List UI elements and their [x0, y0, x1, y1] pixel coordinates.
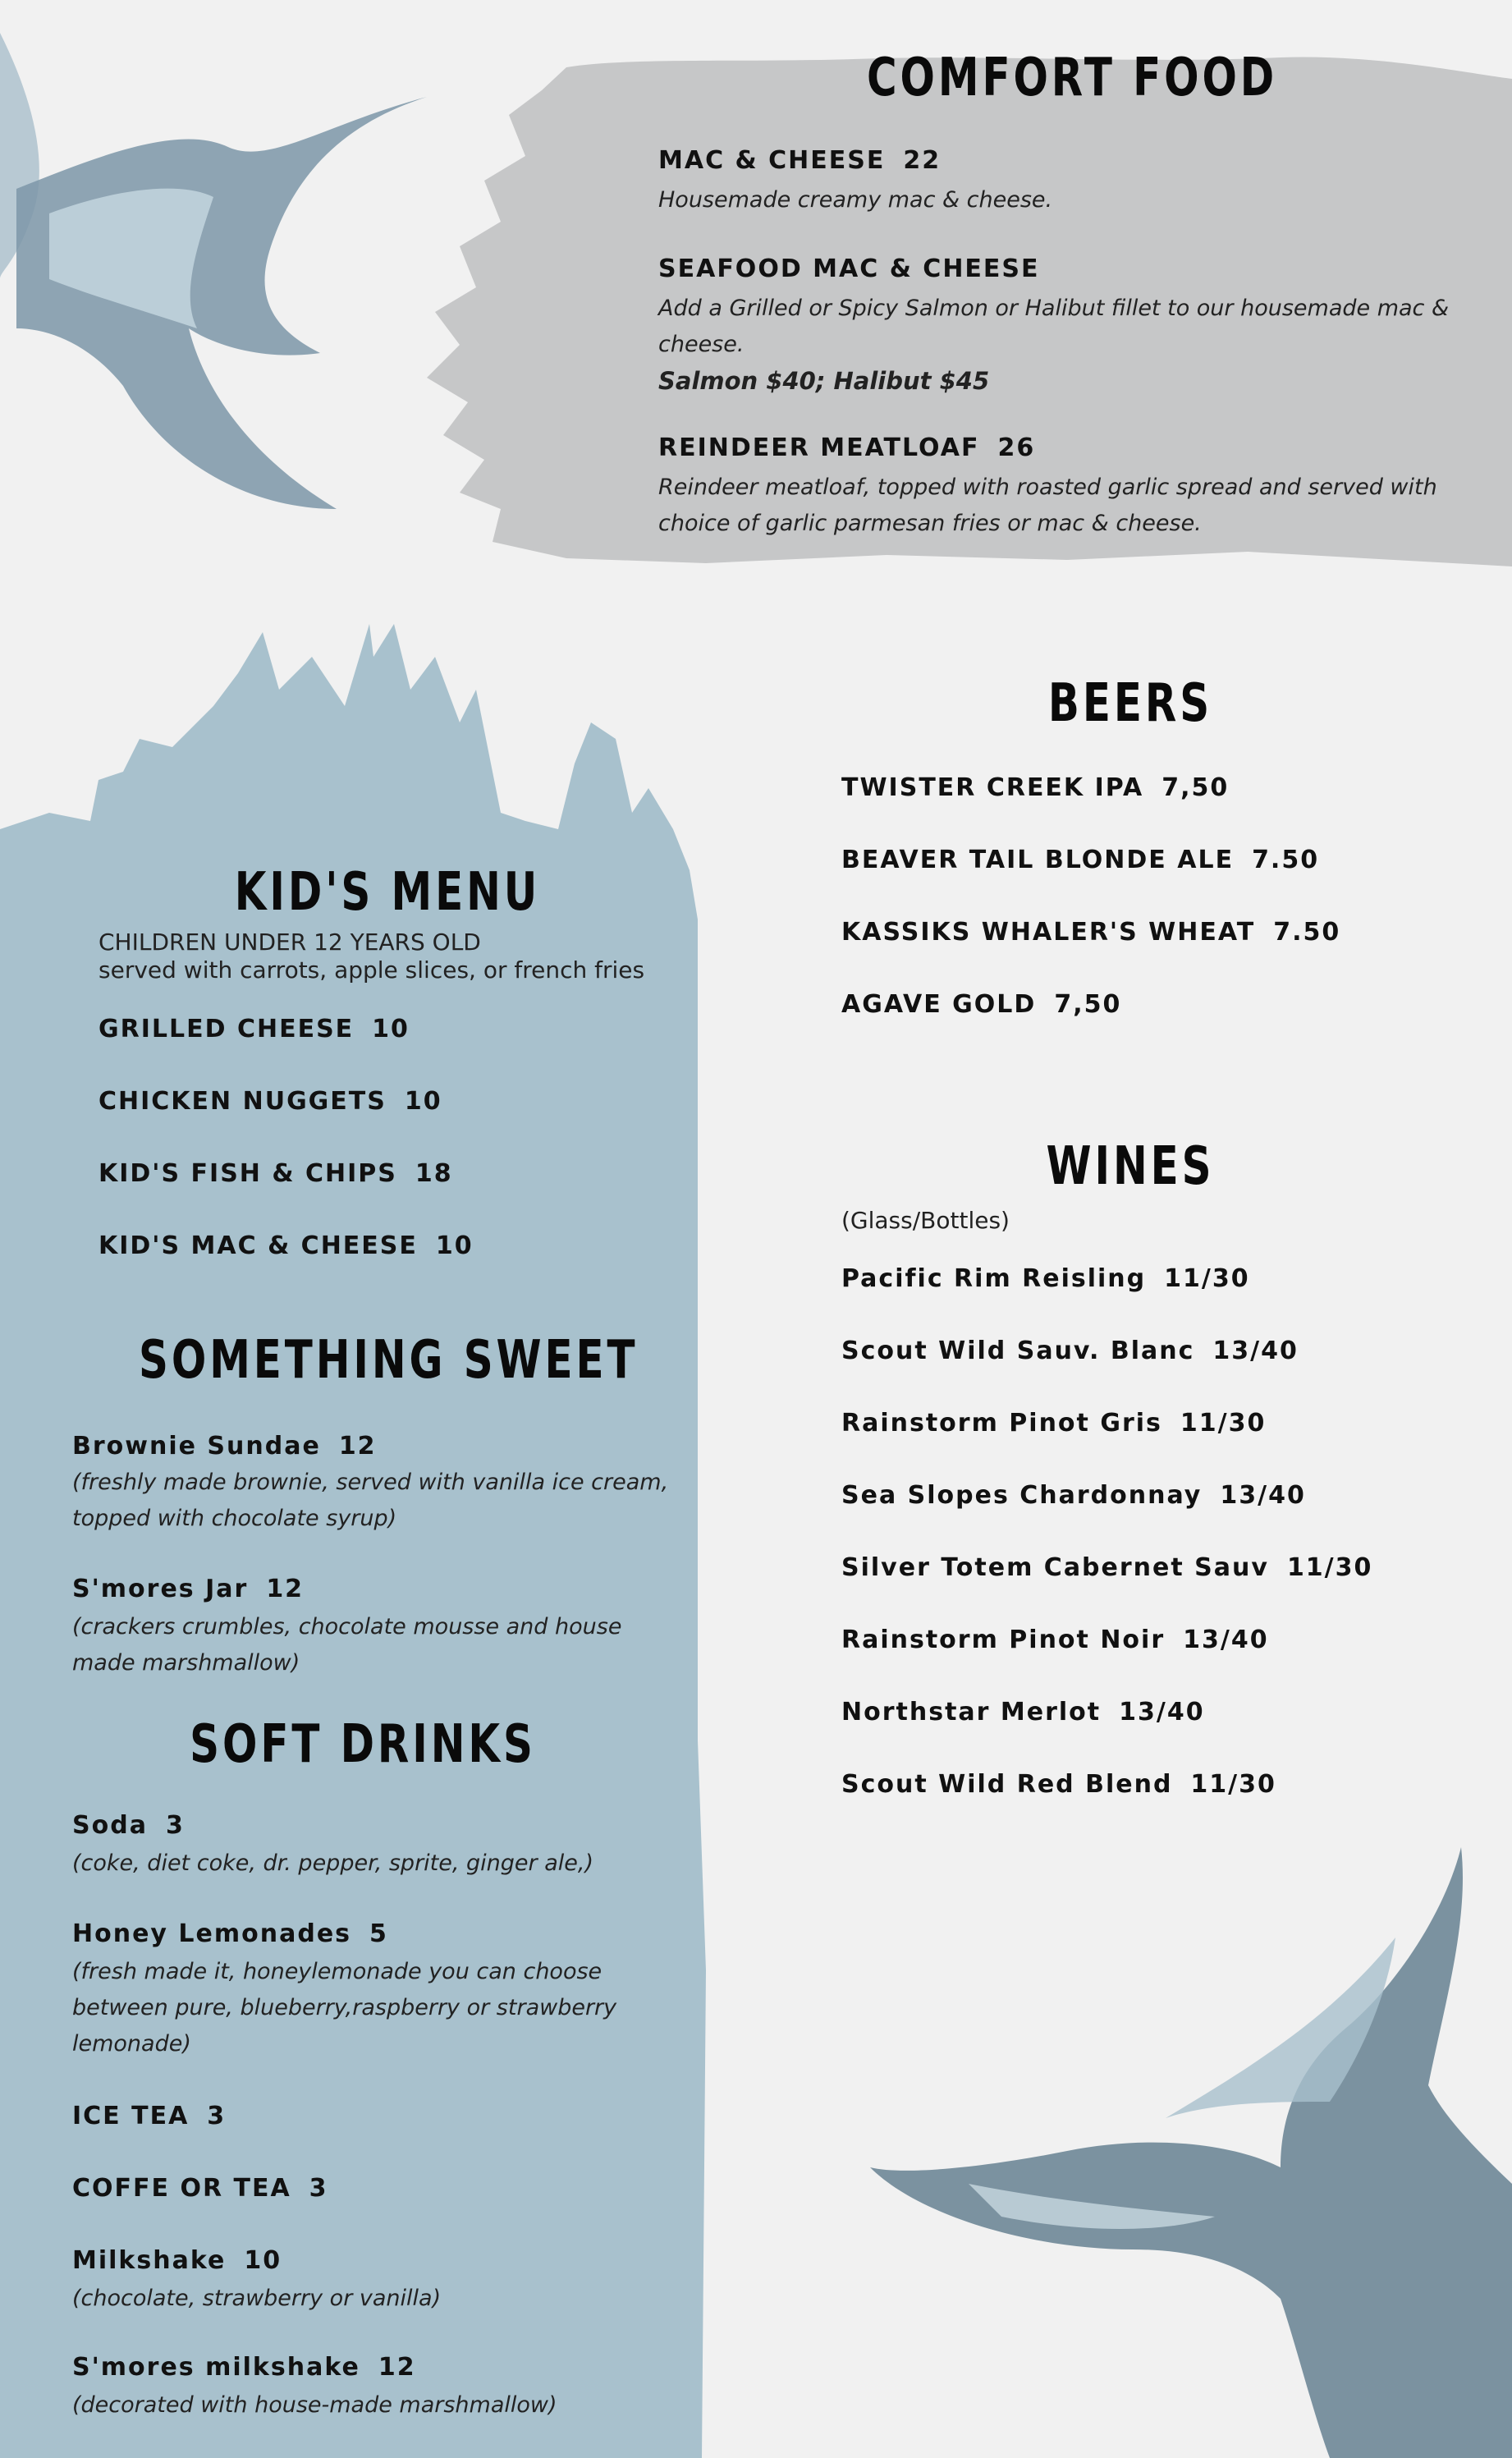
- item-name: GRILLED CHEESE: [99, 1015, 355, 1043]
- item-name: Scout Wild Sauv. Blanc: [841, 1337, 1195, 1365]
- wines-heading: WINES: [1046, 1136, 1215, 1197]
- comfort-food-heading: COMFORT FOOD: [867, 48, 1278, 108]
- item-description: (coke, diet coke, dr. pepper, sprite, ginger ale,): [72, 1850, 593, 1876]
- item-price: 12: [266, 1575, 305, 1603]
- item-description: cheese.: [658, 332, 745, 357]
- item-description: (crackers crumbles, chocolate mousse and house: [72, 1614, 622, 1639]
- item-name: Silver Totem Cabernet Sauv: [841, 1553, 1269, 1582]
- item-name: Milkshake: [72, 2246, 227, 2275]
- item-price: 3: [309, 2174, 328, 2203]
- item-name: KID'S MAC & CHEESE: [99, 1231, 418, 1260]
- menu-item-ice-tea: [72, 2102, 226, 2130]
- item-name: Brownie Sundae: [72, 1432, 321, 1461]
- item-name: MAC & CHEESE: [658, 146, 886, 175]
- menu-item-beer: [841, 773, 1229, 802]
- menu-item-milkshake: [72, 2246, 282, 2275]
- item-price: 10: [372, 1015, 410, 1043]
- item-name: KID'S FISH & CHIPS: [99, 1159, 397, 1188]
- menu-item-wine: [841, 1337, 1299, 1365]
- menu-item-reindeer-meatloaf: [658, 433, 1035, 462]
- item-price: 5: [369, 1919, 388, 1948]
- item-price: 11/30: [1164, 1264, 1250, 1293]
- menu-item-smores-milkshake: [72, 2353, 416, 2382]
- menu-item-kids: [99, 1231, 474, 1260]
- item-name: Honey Lemonades: [72, 1919, 352, 1948]
- item-price: 10: [404, 1087, 442, 1116]
- item-name: ICE TEA: [72, 2102, 190, 2130]
- item-price: 11/30: [1286, 1553, 1373, 1582]
- menu-item-wine: [841, 1481, 1306, 1510]
- item-description: (fresh made it, honeylemonade you can choose: [72, 1959, 603, 1984]
- item-price: 7.50: [1273, 918, 1341, 947]
- item-description: Housemade creamy mac & cheese.: [658, 187, 1053, 213]
- menu-item-beer: [841, 846, 1319, 874]
- item-price: 11/30: [1190, 1770, 1276, 1799]
- menu-item-mac-cheese: [658, 146, 941, 175]
- whale-tail-bottom-right: [870, 1847, 1512, 2458]
- item-name: S'mores Jar: [72, 1575, 249, 1603]
- item-name: Rainstorm Pinot Noir: [841, 1626, 1166, 1654]
- item-price: 10: [244, 2246, 282, 2275]
- item-name: BEAVER TAIL BLONDE ALE: [841, 846, 1235, 874]
- menu-item-wine: [841, 1698, 1205, 1727]
- wines-subtitle: (Glass/Bottles): [841, 1207, 1010, 1234]
- item-name: Pacific Rim Reisling: [841, 1264, 1147, 1293]
- item-name: Northstar Merlot: [841, 1698, 1102, 1727]
- item-name: Rainstorm Pinot Gris: [841, 1409, 1162, 1438]
- item-description: made marshmallow): [72, 1650, 300, 1676]
- item-description: topped with chocolate syrup): [72, 1506, 397, 1531]
- kids-age-note: CHILDREN UNDER 12 YEARS OLD: [99, 929, 481, 956]
- item-name: KASSIKS WHALER'S WHEAT: [841, 918, 1256, 947]
- item-description: Add a Grilled or Spicy Salmon or Halibut fillet to our housemade mac &: [658, 296, 1450, 321]
- menu-item-wine: [841, 1626, 1269, 1654]
- menu-item-beer: [841, 990, 1121, 1019]
- kids-sides-note: served with carrots, apple slices, or french fries: [99, 956, 645, 984]
- item-description: (chocolate, strawberry or vanilla): [72, 2286, 442, 2311]
- item-description: Reindeer meatloaf, topped with roasted garlic spread and served with: [658, 475, 1437, 500]
- item-description: (freshly made brownie, served with vanilla ice cream,: [72, 1470, 669, 1495]
- item-name: SEAFOOD MAC & CHEESE: [658, 255, 1040, 283]
- item-price: 13/40: [1119, 1698, 1205, 1727]
- item-price: 7,50: [1054, 990, 1122, 1019]
- item-price: 3: [165, 1811, 185, 1840]
- something-sweet-heading: SOMETHING SWEET: [139, 1330, 639, 1391]
- item-name: CHICKEN NUGGETS: [99, 1087, 387, 1116]
- item-price: 26: [997, 433, 1036, 462]
- kids-menu-heading: KID'S MENU: [234, 862, 541, 923]
- item-price: 11/30: [1180, 1409, 1267, 1438]
- item-price: 12: [338, 1432, 377, 1461]
- item-price: 18: [415, 1159, 453, 1188]
- item-price: 22: [903, 146, 942, 175]
- item-name: REINDEER MEATLOAF: [658, 433, 980, 462]
- menu-item-soda: [72, 1811, 185, 1840]
- whale-tail-top-left: [0, 33, 427, 509]
- menu-item-smores-jar: [72, 1575, 304, 1603]
- beers-heading: BEERS: [1047, 673, 1213, 734]
- item-name: COFFE OR TEA: [72, 2174, 291, 2203]
- item-description: lemonade): [72, 2031, 191, 2057]
- menu-item-coffee-tea: [72, 2174, 328, 2203]
- soft-drinks-heading: SOFT DRINKS: [190, 1714, 536, 1775]
- item-price: 3: [207, 2102, 227, 2130]
- item-description: choice of garlic parmesan fries or mac & cheese.: [658, 511, 1202, 536]
- menu-item-wine: [841, 1770, 1276, 1799]
- item-name: Sea Slopes Chardonnay: [841, 1481, 1203, 1510]
- item-name: S'mores milkshake: [72, 2353, 360, 2382]
- menu-item-kids: [99, 1087, 442, 1116]
- menu-item-seafood-mac: [658, 255, 1040, 283]
- item-price: 7,50: [1161, 773, 1230, 802]
- item-price: 13/40: [1212, 1337, 1299, 1365]
- item-name: TWISTER CREEK IPA: [841, 773, 1144, 802]
- item-name: Scout Wild Red Blend: [841, 1770, 1173, 1799]
- item-price: 7.50: [1252, 846, 1320, 874]
- item-price-note: Salmon $40; Halibut $45: [658, 367, 990, 395]
- item-price: 10: [435, 1231, 474, 1260]
- menu-item-wine: [841, 1264, 1250, 1293]
- menu-item-beer: [841, 918, 1340, 947]
- menu-item-honey-lemonades: [72, 1919, 388, 1948]
- menu-item-kids: [99, 1159, 453, 1188]
- item-price: 13/40: [1183, 1626, 1269, 1654]
- menu-item-kids: [99, 1015, 410, 1043]
- item-price: 12: [378, 2353, 416, 2382]
- item-description: between pure, blueberry,raspberry or strawberry: [72, 1995, 617, 2020]
- menu-item-wine: [841, 1409, 1266, 1438]
- item-name: AGAVE GOLD: [841, 990, 1037, 1019]
- item-description: (decorated with house-made marshmallow): [72, 2392, 557, 2418]
- menu-item-wine: [841, 1553, 1372, 1582]
- menu-item-brownie-sundae: [72, 1432, 377, 1461]
- item-name: Soda: [72, 1811, 148, 1840]
- item-price: 13/40: [1220, 1481, 1306, 1510]
